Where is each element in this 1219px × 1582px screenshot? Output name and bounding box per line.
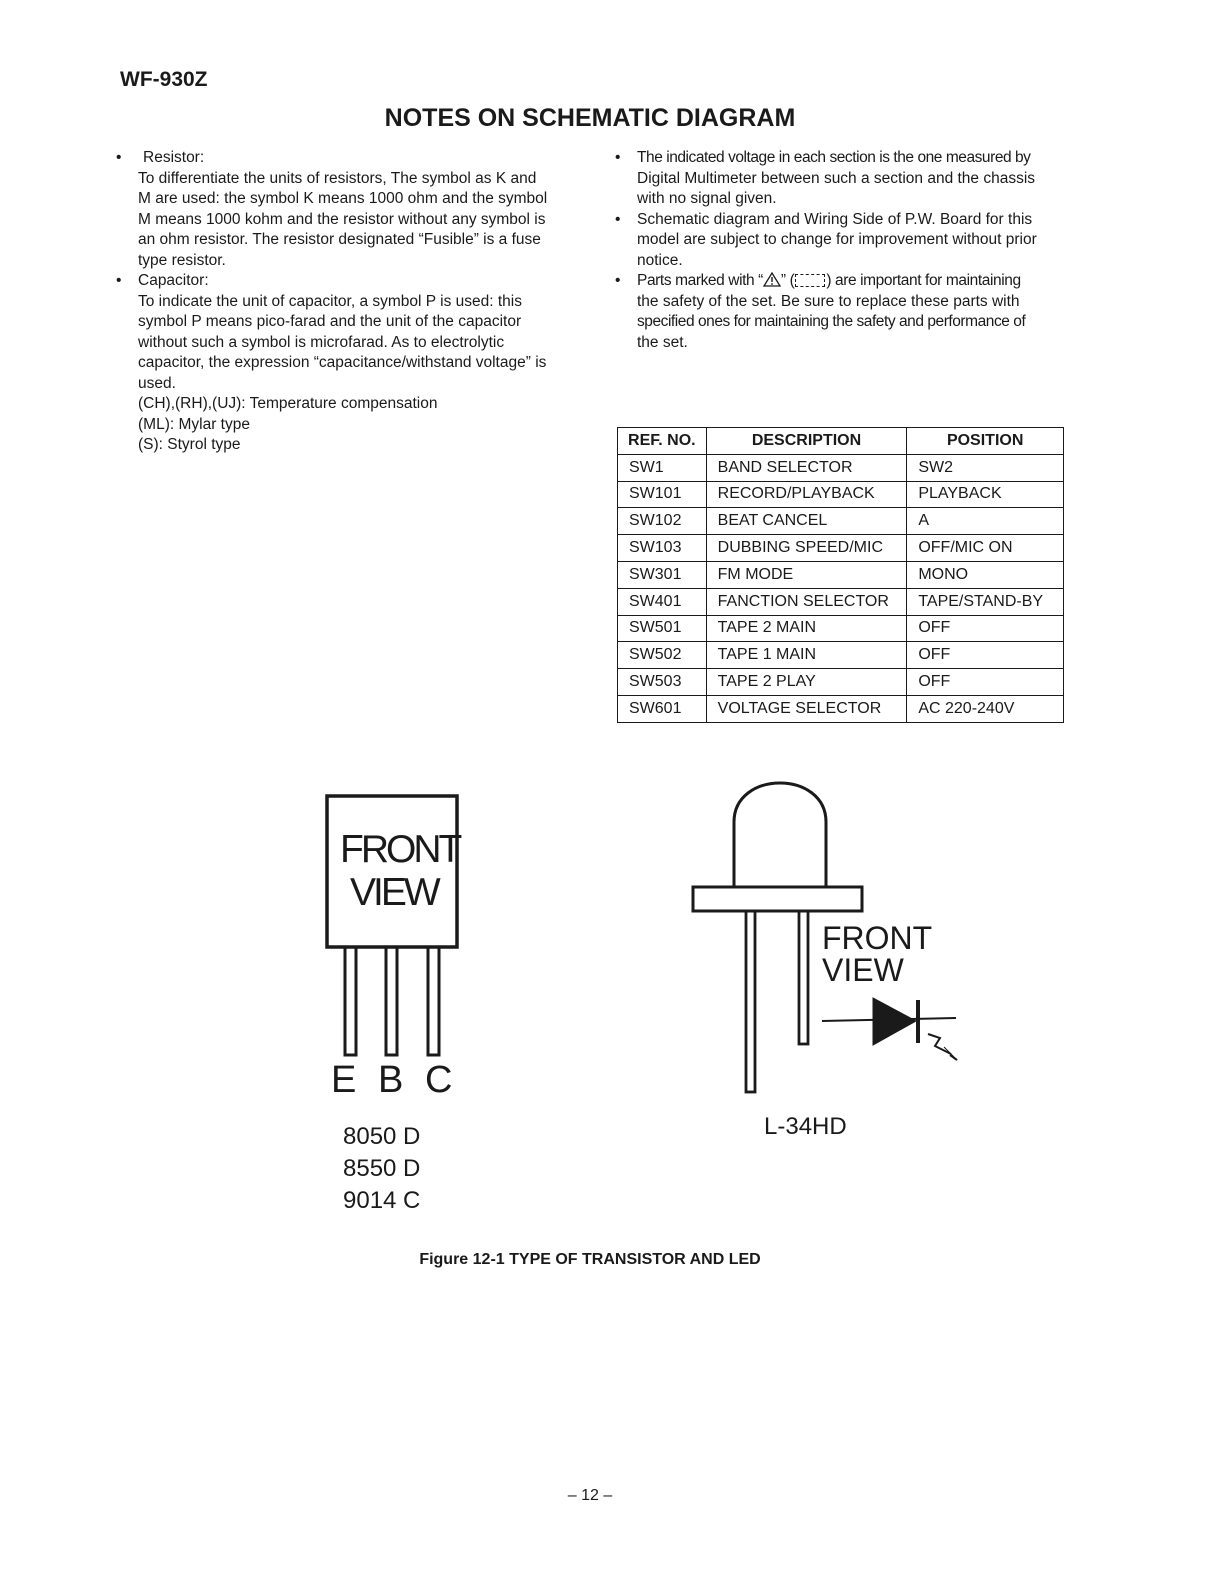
cell-position: MONO [907, 561, 1064, 588]
pin-label-b: B [378, 1059, 404, 1101]
safety-mid: ” ( [780, 272, 795, 289]
change-line: notice. [637, 251, 683, 269]
safety-line: the set. [637, 333, 688, 351]
transistor-front-label-1: FRONT [340, 828, 460, 871]
cell-position: OFF [907, 669, 1064, 696]
led-lead-long [746, 911, 755, 1092]
cell-ref: SW501 [618, 615, 707, 642]
cell-description: TAPE 1 MAIN [706, 642, 907, 669]
cell-description: VOLTAGE SELECTOR [706, 695, 907, 722]
led-flange [693, 887, 862, 911]
cell-position: TAPE/STAND-BY [907, 588, 1064, 615]
led-part-number: L-34HD [764, 1113, 847, 1140]
voltage-line: with no signal given. [637, 190, 777, 207]
page-number: – 12 – [567, 1487, 613, 1504]
resistor-heading: Resistor: [143, 149, 205, 166]
diode-triangle-icon [873, 998, 916, 1045]
change-line: model are subject to change for improvement without prior [637, 231, 1037, 248]
cell-description: TAPE 2 MAIN [706, 615, 907, 642]
pin-label-c: C [425, 1059, 453, 1101]
safety-line: the safety of the set. Be sure to replace these parts with [637, 292, 1020, 310]
cell-description: FM MODE [706, 561, 907, 588]
cell-position: AC 220-240V [907, 695, 1064, 722]
cell-ref: SW103 [618, 535, 707, 562]
header-description: DESCRIPTION [706, 428, 907, 455]
figure-caption: Figure 12-1 TYPE OF TRANSISTOR AND LED [419, 1251, 761, 1268]
cell-ref: SW401 [618, 588, 707, 615]
cell-description: DUBBING SPEED/MIC [706, 535, 907, 562]
cell-position: OFF/MIC ON [907, 535, 1064, 562]
capacitor-line: used. [138, 374, 176, 392]
page-title: NOTES ON SCHEMATIC DIAGRAM [384, 104, 796, 132]
capacitor-line: To indicate the unit of capacitor, a symbol P is used: this [138, 292, 522, 310]
cell-ref: SW601 [618, 695, 707, 722]
resistor-line: To differentiate the units of resistors, The symbol as K and [138, 169, 537, 187]
cell-description: RECORD/PLAYBACK [706, 481, 907, 508]
capacitor-line: symbol P means pico-farad and the unit of the capacitor [138, 313, 522, 330]
cell-ref: SW102 [618, 508, 707, 535]
led-front-label-1: FRONT [822, 920, 933, 956]
transistor-part-number: 9014 C [343, 1187, 421, 1214]
bullet-dot: • [615, 210, 621, 228]
resistor-line: M are used: the symbol K means 1000 ohm and the symbol [138, 190, 548, 207]
cell-ref: SW1 [618, 454, 707, 481]
safety-line: specified ones for maintaining the safety and performance of [637, 313, 1026, 330]
resistor-line: type resistor. [138, 251, 226, 269]
voltage-line: The indicated voltage in each section is the one measured by [637, 149, 1031, 166]
resistor-line: M means 1000 kohm and the resistor without any symbol is [138, 210, 546, 228]
capacitor-heading: Capacitor: [138, 272, 209, 289]
header-ref-no: REF. NO. [618, 428, 707, 455]
bullet-dot: • [116, 149, 122, 166]
transistor-lead-c [428, 947, 439, 1055]
transistor-part-number: 8550 D [343, 1155, 421, 1182]
transistor-lead-e [345, 947, 356, 1055]
led-lead-short [799, 911, 808, 1044]
model-number: WF-930Z [120, 68, 208, 91]
cell-description: BEAT CANCEL [706, 508, 907, 535]
capacitor-line: (CH),(RH),(UJ): Temperature compensation [138, 395, 438, 412]
capacitor-line: (S): Styrol type [138, 436, 241, 453]
transistor-front-label-2: VIEW [350, 871, 438, 914]
transistor-lead-b [386, 947, 397, 1055]
capacitor-line: (ML): Mylar type [138, 415, 250, 433]
cell-description: TAPE 2 PLAY [706, 669, 907, 696]
transistor-part-number: 8050 D [343, 1123, 421, 1150]
bullet-dot: • [615, 272, 621, 289]
cell-ref: SW101 [618, 481, 707, 508]
bullet-dot: • [116, 272, 122, 289]
cell-position: SW2 [907, 454, 1064, 481]
change-line: Schematic diagram and Wiring Side of P.W. Board for this [637, 210, 1033, 228]
led-diode-symbol [822, 998, 957, 1060]
cell-position: OFF [907, 642, 1064, 669]
cell-ref: SW503 [618, 669, 707, 696]
resistor-line: an ohm resistor. The resistor designated “Fusible” is a fuse [138, 231, 541, 248]
safety-suffix: ) are important for maintaining [826, 272, 1021, 289]
cell-ref: SW502 [618, 642, 707, 669]
cell-position: A [907, 508, 1064, 535]
cell-position: PLAYBACK [907, 481, 1064, 508]
cell-ref: SW301 [618, 561, 707, 588]
cell-description: BAND SELECTOR [706, 454, 907, 481]
safety-prefix: Parts marked with “ [637, 272, 763, 289]
led-front-label-2: VIEW [822, 952, 904, 988]
header-position: POSITION [907, 428, 1064, 455]
voltage-line: Digital Multimeter between such a section and the chassis [637, 169, 1036, 187]
cell-position: OFF [907, 615, 1064, 642]
capacitor-line: without such a symbol is microfarad. As to electrolytic [138, 333, 505, 351]
cell-description: FANCTION SELECTOR [706, 588, 907, 615]
capacitor-line: capacitor, the expression “capacitance/withstand voltage” is [138, 354, 547, 371]
led-dome [734, 783, 826, 887]
bullet-dot: • [615, 149, 621, 166]
pin-label-e: E [331, 1059, 357, 1101]
